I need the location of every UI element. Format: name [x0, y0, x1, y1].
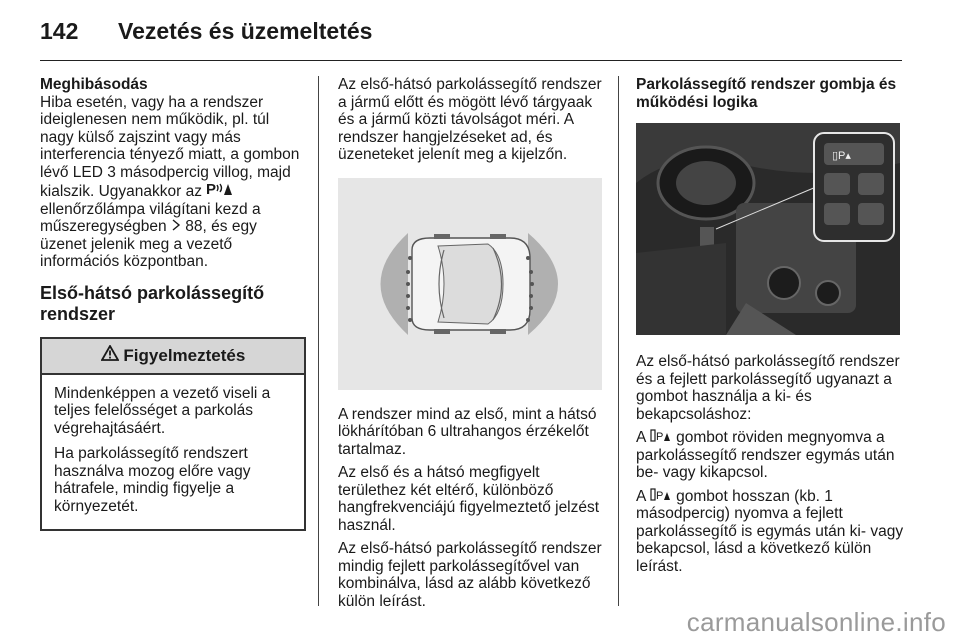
column-right: [636, 76, 906, 581]
park-button-icon: [650, 429, 672, 447]
warning-header: [42, 339, 304, 375]
frequency-paragraph: Az első és a hátsó megfigyelt területhez két eltérő, különböző hangfrekvenciájú figyelmeztető jelzést használ.: [338, 464, 600, 534]
combined-paragraph: Az első-hátsó parkolássegítő rendszer mindig fejlett parkolássegítővel van kombinálva, lásd az alább következő külön leírást.: [338, 540, 602, 610]
fault-heading: Meghibásodás: [40, 76, 148, 93]
column-divider-2: [618, 76, 619, 606]
page-title: Vezetés és üzemeltetés: [118, 18, 373, 44]
warning-box: [40, 337, 306, 532]
dashboard-photo: [636, 123, 900, 335]
svg-text:P: P: [655, 431, 664, 442]
shared-button-paragraph: Az első-hátsó parkolássegítő rendszer és a fejlett parkolássegítő ugyanazt a gombot használja a ki- és bekapcsoláshoz:: [636, 353, 900, 423]
section-title: Első-hátsó parkolássegítő rendszer: [40, 282, 265, 324]
short-press-prefix: A: [636, 429, 646, 446]
button-callout: [814, 133, 894, 241]
short-press-text: gombot röviden megnyomva a parkolássegítő rendszer egymás után be- vagy kikapcsol.: [636, 429, 895, 481]
park-button-icon: [650, 488, 672, 506]
page-number: 142: [40, 18, 79, 44]
warning-triangle-icon: [101, 339, 119, 373]
button-heading: Parkolássegítő rendszer gombja és működési logika: [636, 76, 897, 111]
warning-title: Figyelmeztetés: [123, 345, 246, 365]
long-press-text: gombot hosszan (kb. 1 másodpercig) nyomva a fejlett parkolássegítő is egymás után ki- vagy bekapcsol, lásd a következő külön leírást.: [636, 487, 904, 575]
long-press-paragraph: [636, 488, 906, 576]
fault-text-2: ellenőrzőlámpa világítani kezd a műszeregységben: [40, 200, 261, 235]
warning-body: [42, 375, 304, 530]
sensor-diagram: [338, 178, 602, 390]
fault-text-3: , és egy üzenet jelenik meg a vezető információs központban.: [40, 218, 257, 270]
warning-para-2: Ha parkolássegítő rendszert használva mozog előre vagy hátrafele, mindig figyelje a környezetét.: [54, 445, 251, 515]
svg-text:P: P: [206, 181, 217, 196]
warning-para-1: Mindenképpen a vezető viseli a teljes felelősséget a parkolás végrehajtásáért.: [54, 384, 271, 437]
car-top-view: [412, 234, 530, 334]
column-left: [40, 76, 306, 531]
header-divider: [40, 60, 902, 61]
intro-paragraph: Az első-hátsó parkolássegítő rendszer a jármű előtt és mögött lévő tárgyaak és a jármű közti távolságot méri. A rendszer hangjelzéseket ad, és üzeneteket jelenít meg a kijelzőn.: [338, 76, 602, 163]
svg-text:P: P: [655, 489, 664, 501]
column-middle: [338, 76, 606, 616]
sensor-paragraph: A rendszer mind az első, mint a hátsó lökhárítóban 6 ultrahangos érzékelőt tartalmaz.: [338, 405, 597, 458]
park-assist-icon: [206, 181, 234, 201]
fault-paragraph: [40, 94, 306, 271]
fault-text-1: Hiba esetén, vagy ha a rendszer ideiglenesen nem működik, pl. túl nagy külső zajszint vagy más interferencia tényező miatt, a gombon lévő LED 3 másodpercig villog, majd kialszik. Ugyanakkor az: [40, 93, 300, 200]
short-press-paragraph: [636, 429, 906, 482]
column-divider-1: [318, 76, 319, 606]
page-header: [40, 14, 902, 54]
watermark: carmanualsonline.info: [686, 607, 946, 637]
long-press-prefix: A: [636, 487, 646, 505]
svg-text:▯P▴: ▯P▴: [832, 150, 851, 162]
page-ref-arrow-icon[interactable]: [171, 218, 181, 236]
fault-page-ref[interactable]: 88: [185, 218, 203, 235]
